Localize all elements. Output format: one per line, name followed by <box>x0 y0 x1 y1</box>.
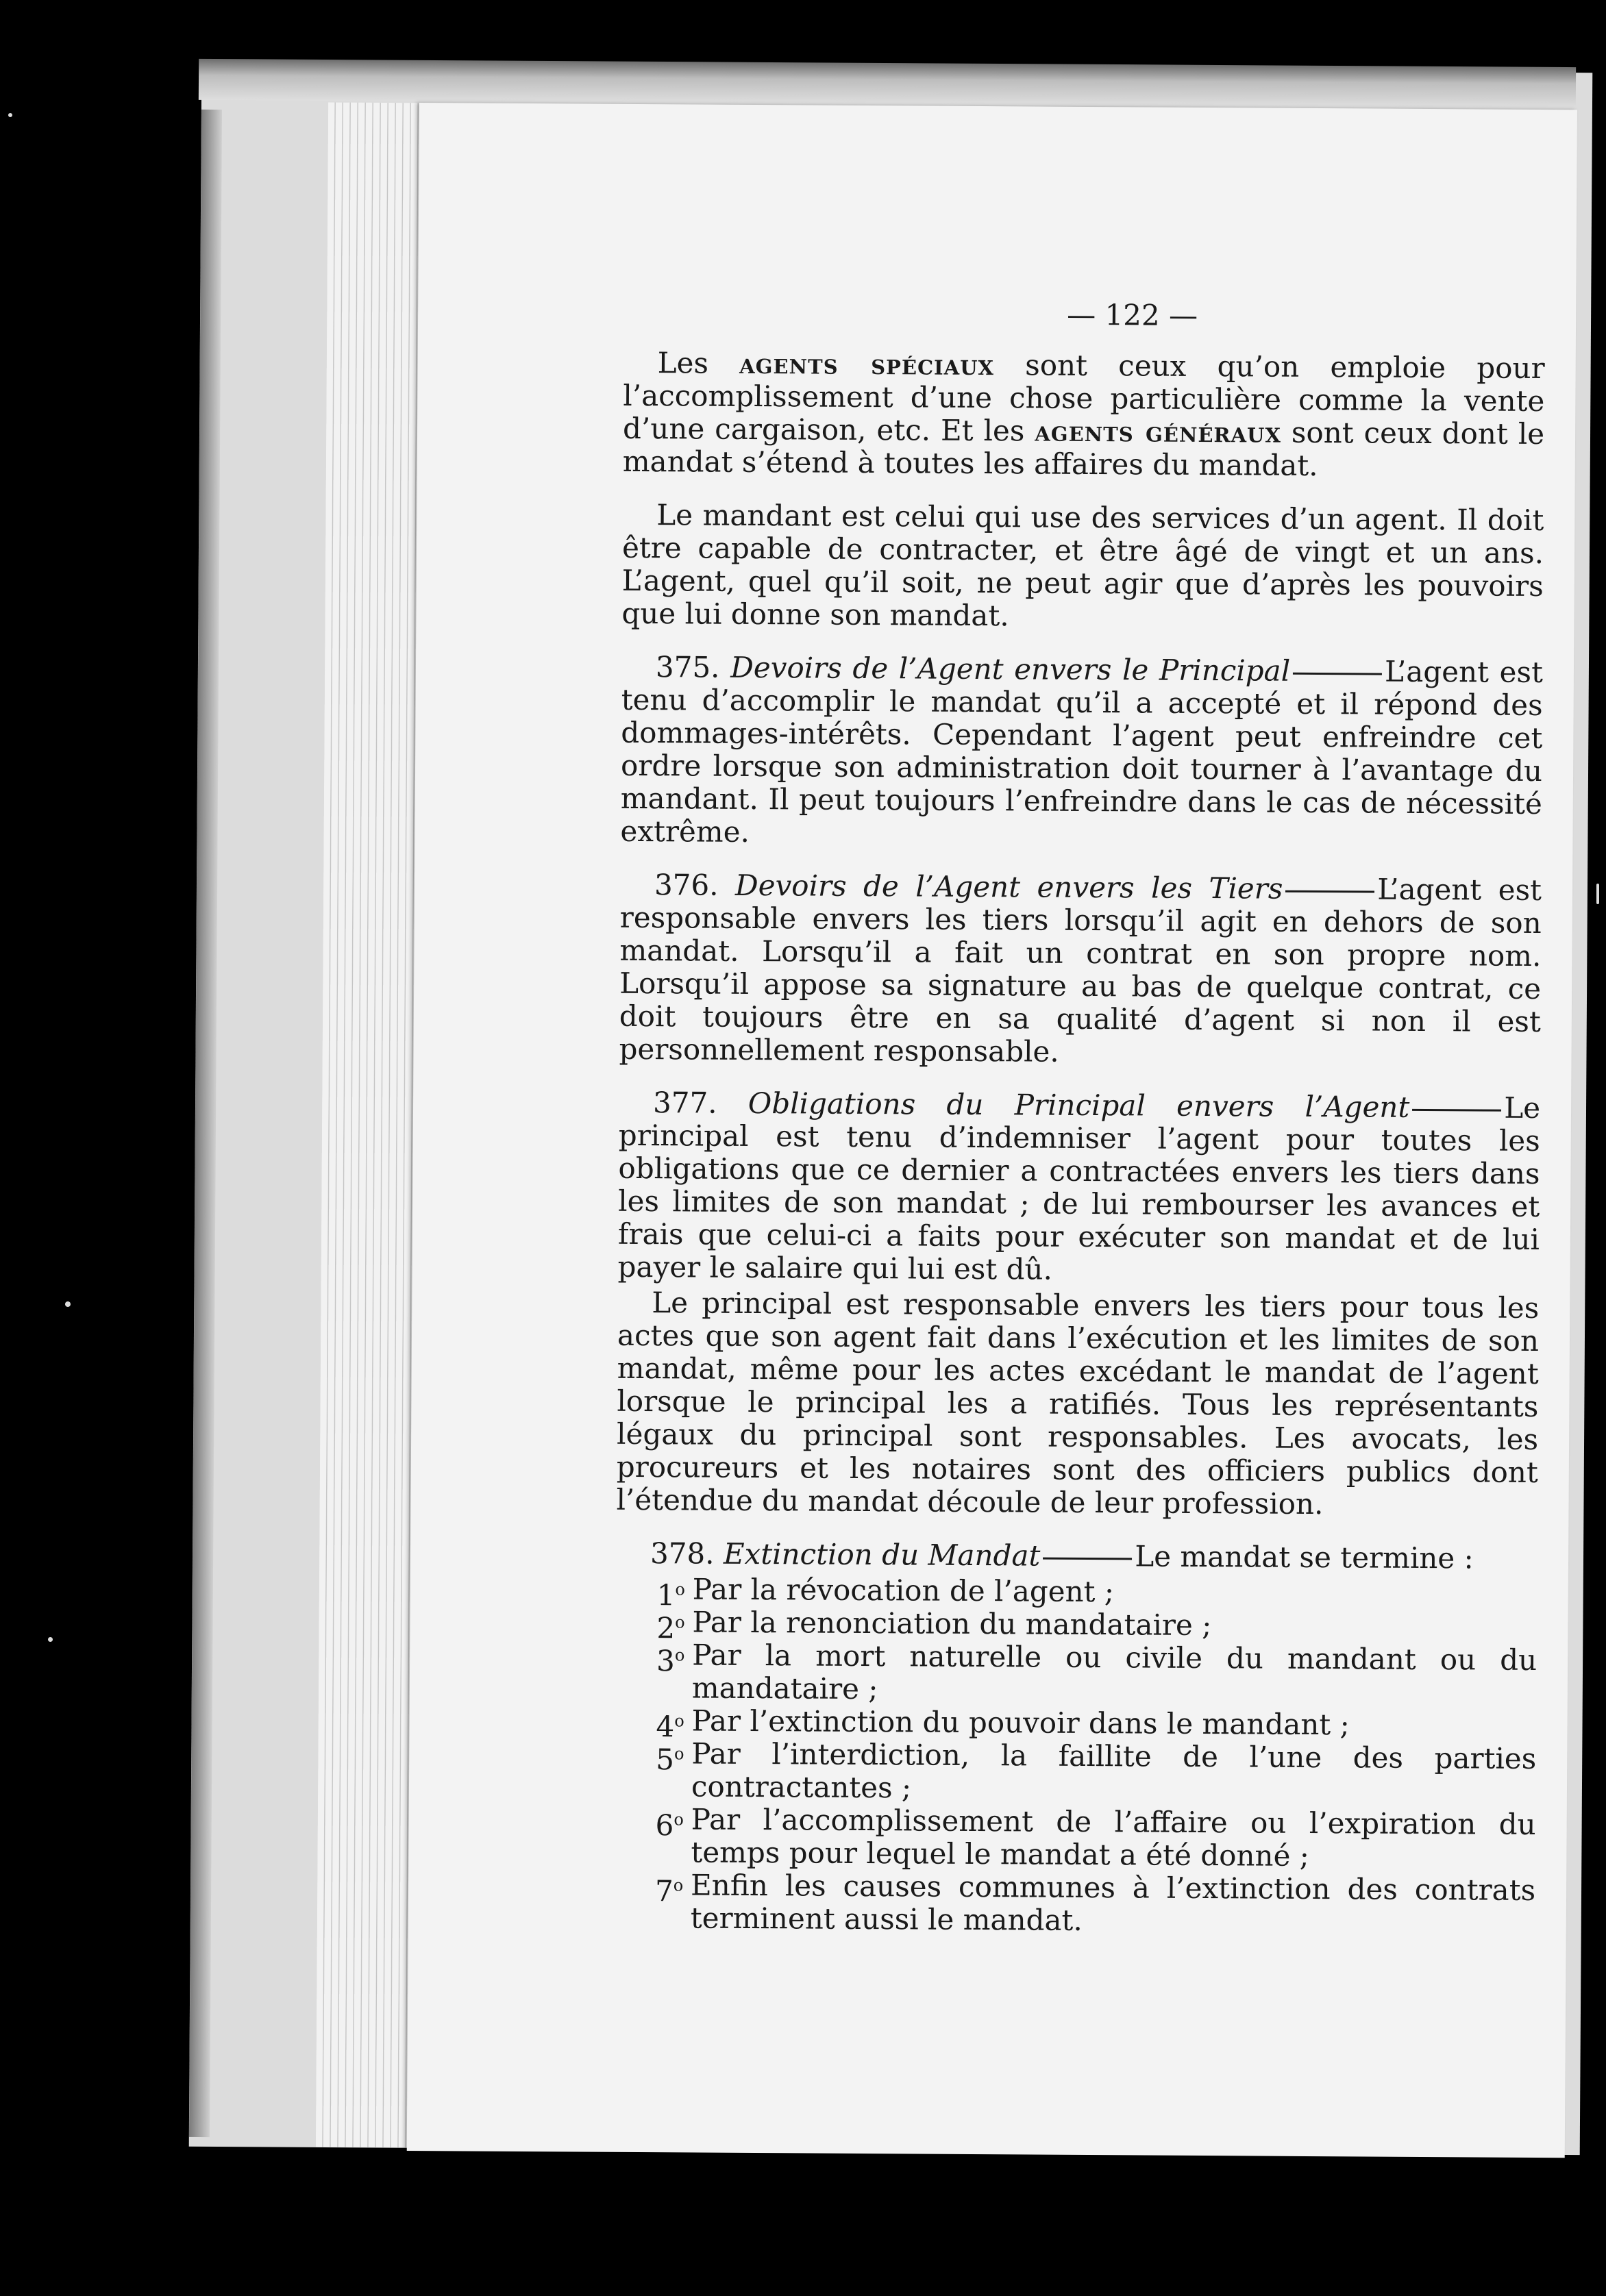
section-number: 377. <box>652 1086 749 1120</box>
list-number-digit: 7 <box>654 1874 674 1908</box>
section-heading: Devoirs de l’Agent envers les Tiers <box>734 868 1283 906</box>
list-item-text: Par la mort naturelle ou civile du mandant ou du mandataire ; <box>691 1638 1537 1706</box>
list-number <box>655 1869 684 1908</box>
section-377 <box>617 1086 1540 1289</box>
em-dash-rule <box>1043 1557 1132 1560</box>
term-agents-generaux: agents généraux <box>1035 414 1282 449</box>
list-number <box>656 1737 684 1776</box>
section-body: Le principal est tenu d’indemniser l’agent pour toutes les obligations que ce dernier a contractées envers les tiers dans les limites de son mandat ; de lui rembourser les avances et frais que celui-ci a faits pour exécuter son mandat et de lui payer le salaire qui lui est dû. <box>617 1090 1541 1286</box>
list-item <box>615 1737 1537 1808</box>
list-number-ordinal: o <box>675 1580 686 1599</box>
term-agents-speciaux: agents spéciaux <box>739 346 995 382</box>
top-shadow <box>199 59 1576 108</box>
scan-speck <box>1596 884 1599 904</box>
list-item <box>615 1638 1537 1710</box>
list-number-ordinal: o <box>673 1875 684 1895</box>
paragraph-agents-types <box>623 347 1545 484</box>
list-number-ordinal: o <box>674 1645 685 1665</box>
section-378 <box>616 1537 1537 1575</box>
list-item-text: Par l’interdiction, la faillite de l’une des parties contractantes ; <box>691 1736 1537 1805</box>
page-number: — 122 — <box>1067 297 1198 332</box>
list-number <box>656 1638 685 1677</box>
paragraph-mandant: Le mandant est celui qui use des services d’un agent. Il doit être capable de contracter, et être âgé de vingt et un ans. L’agent, quel qu’il soit, ne peut agir que d’après les pouvoirs que lui donne son mandat. <box>621 498 1544 633</box>
paragraph-principal-responsable: Le principal est responsable envers les tiers pour tous les actes que son agent fait dans l’exécution et les limites de son mandat, même pour les actes excédant le mandat de l’agent lorsque le principal les a ratifiés. Tous les représentants légaux du principal sont responsables. Les avocats, les procureurs et les notaires sont des officiers publics dont l’étendue du mandat découle de leur profession. <box>616 1286 1540 1521</box>
text-fragment: Les <box>657 346 740 380</box>
scan-speck <box>48 1637 53 1642</box>
list-number-ordinal: o <box>674 1711 684 1731</box>
section-heading: Obligations du Principal envers l’Agent <box>748 1086 1410 1124</box>
section-heading: Devoirs de l’Agent envers le Principal <box>730 650 1291 688</box>
section-body: Le mandat se termine : <box>1135 1539 1474 1575</box>
list-item-text: Enfin les causes communes à l’extinction des contrats terminent aussi le mandat. <box>690 1868 1536 1937</box>
em-dash-rule <box>1293 672 1382 675</box>
em-dash-rule <box>1412 1108 1501 1111</box>
text-fragment: sont ceux dont le mandat s’étend à toutes les affaires du mandat. <box>622 415 1545 483</box>
list-item-text: Par la renonciation du mandataire ; <box>692 1605 1212 1643</box>
section-375 <box>620 651 1543 853</box>
page-text <box>614 296 1546 1940</box>
list-item-text: Par l’extinction du pouvoir dans le mandant ; <box>691 1704 1350 1742</box>
section-body: L’agent est tenu d’accomplir le mandat qu’il a accepté et il répond des dommages-intérêts. Cependant l’agent peut enfreindre cet ordre lorsque son administration doit tourner à l’avantage du mandant. Il peut toujours l’enfreindre dans le cas de nécessité extrême. <box>620 654 1544 849</box>
list-number-digit: 2 <box>656 1611 676 1645</box>
scan-speck <box>8 113 12 117</box>
section-body: L’agent est responsable envers les tiers lorsqu’il agit en dehors de son mandat. Lorsqu’il a fait un contrat en son propre nom. Lorsqu’il appose sa signature au bas de quelque contrat, ce doit toujours être en sa qualité d’agent si non il est personnellement responsable. <box>619 872 1542 1069</box>
list-number-ordinal: o <box>674 1744 684 1764</box>
list-number-ordinal: o <box>674 1810 684 1830</box>
section-number: 376. <box>654 868 736 902</box>
list-number <box>655 1803 684 1842</box>
list-number-ordinal: o <box>675 1612 685 1632</box>
section-376 <box>619 869 1542 1071</box>
section-number: 378. <box>650 1536 724 1571</box>
list-number-digit: 6 <box>655 1808 674 1843</box>
list-item-text: Par l’accomplissement de l’affaire ou l’expiration du temps pour lequel le mandat a été donné ; <box>691 1802 1536 1873</box>
list-number-digit: 1 <box>656 1578 676 1612</box>
text-fragment: sont ceux qu’on emploie pour l’accomplissement d’une chose particulière comme la vente d’une cargaison, etc. Et les <box>622 348 1545 448</box>
list-number-digit: 4 <box>656 1710 675 1744</box>
list-number-digit: 3 <box>656 1644 675 1678</box>
section-heading: Extinction du Mandat <box>723 1536 1041 1573</box>
em-dash-rule <box>1285 890 1374 893</box>
extinction-list <box>614 1573 1537 1940</box>
list-item <box>614 1869 1536 1940</box>
list-item-text: Par la révocation de l’agent ; <box>692 1572 1115 1609</box>
list-item <box>614 1803 1536 1874</box>
book-page <box>407 103 1577 2158</box>
list-number-digit: 5 <box>656 1743 675 1777</box>
scan-speck <box>65 1301 71 1307</box>
section-number: 375. <box>655 650 731 684</box>
